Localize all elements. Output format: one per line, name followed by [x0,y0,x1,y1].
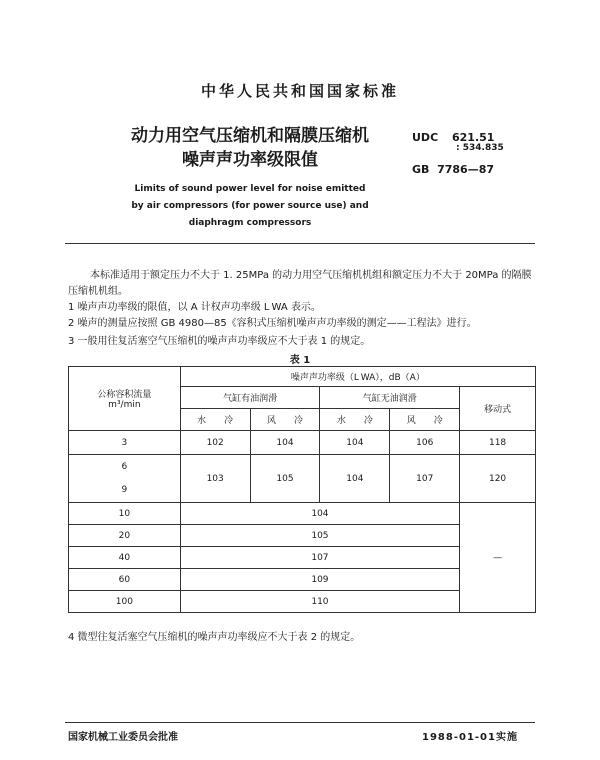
udc-label: UDC [412,131,439,144]
noise-level-header: 噪声声功率级（L WA），dB（A） [180,367,535,387]
intro-paragraph: 本标准适用于额定压力不大于 1. 25MPa 的动力用空气压缩机机组和额定压力不大于 20MPa 的隔膜压缩机机组。 [68,270,532,297]
dash-cell: — [460,503,536,613]
value-cell: 120 [460,455,536,503]
title-english [90,181,410,232]
air-cooled-header: 风 冷 [250,409,320,431]
clause-2: 2 噪声的测量应按照 GB 4980—85《容积式压缩机噪声声功率级的测定——工程法》进行。 [68,318,477,329]
oil-free-header: 气缸无油润滑 [320,387,460,409]
water-cooled-header: 水 冷 [180,409,250,431]
value-cell: 104 [250,431,320,455]
value-cell: 104 [320,431,390,455]
title-chinese [120,124,380,172]
flow-cell: 40 [69,547,181,569]
gb-number-value: 7786—87 [437,163,495,176]
gb-number [412,163,494,176]
flow-header-label: 公称容积流量 [97,390,152,400]
value-cell: 104 [320,455,390,503]
udc-code2: : 534.835 [456,143,504,153]
merged-value-cell: 107 [180,547,459,569]
title-en-line2: by air compressors (for power source use) and [131,201,369,211]
standard-header: 中华人民共和国国家标准 [200,82,399,100]
flow-header-unit: m³/min [108,400,141,410]
title-cn-line2: 噪声声功率级限值 [182,150,318,170]
value-cell: 103 [180,455,250,503]
gb-label: GB [412,163,430,176]
footer-divider [65,722,535,723]
clause-4: 4 微型往复活塞空气压缩机的噪声声功率级应不大于表 2 的规定。 [68,632,361,643]
flow-cell: 6 [69,455,181,479]
merged-value-cell: 109 [180,569,459,591]
value-cell: 107 [390,455,460,503]
merged-value-cell: 104 [180,503,459,525]
flow-header [69,367,181,431]
value-cell: 118 [460,431,536,455]
flow-cell: 60 [69,569,181,591]
title-en-line1: Limits of sound power level for noise emitted [134,184,366,194]
flow-cell: 9 [69,479,181,503]
flow-cell: 20 [69,525,181,547]
merged-value-cell: 110 [180,591,459,613]
clause-1: 1 噪声声功率级的限值，以 A 计权声功率级 L WA 表示。 [68,302,321,313]
table-caption: 表 1 [289,355,311,366]
approver-text: 国家机械工业委员会批准 [68,732,178,743]
value-cell: 102 [180,431,250,455]
header-divider [65,243,535,244]
value-cell: 106 [390,431,460,455]
clause-3: 3 一般用往复活塞空气压缩机的噪声声功率级应不大于表 1 的规定。 [68,336,371,347]
flow-cell: 3 [69,431,181,455]
table-row [69,431,536,455]
noise-limit-table [68,366,536,613]
water-cooled-header: 水 冷 [320,409,390,431]
merged-value-cell: 105 [180,525,459,547]
table-row [69,455,536,479]
lubricated-header: 气缸有油润滑 [180,387,320,409]
title-en-line3: diaphragm compressors [188,218,312,228]
table-row [69,503,536,525]
title-cn-line1: 动力用空气压缩机和隔膜压缩机 [131,126,369,146]
flow-cell: 100 [69,591,181,613]
mobile-header: 移动式 [460,387,536,431]
value-cell: 105 [250,455,320,503]
udc-code [412,131,504,153]
air-cooled-header: 风 冷 [390,409,460,431]
effective-date: 1988-01-01实施 [422,732,518,743]
udc-code1: 621.51 [452,131,495,144]
flow-cell: 10 [69,503,181,525]
